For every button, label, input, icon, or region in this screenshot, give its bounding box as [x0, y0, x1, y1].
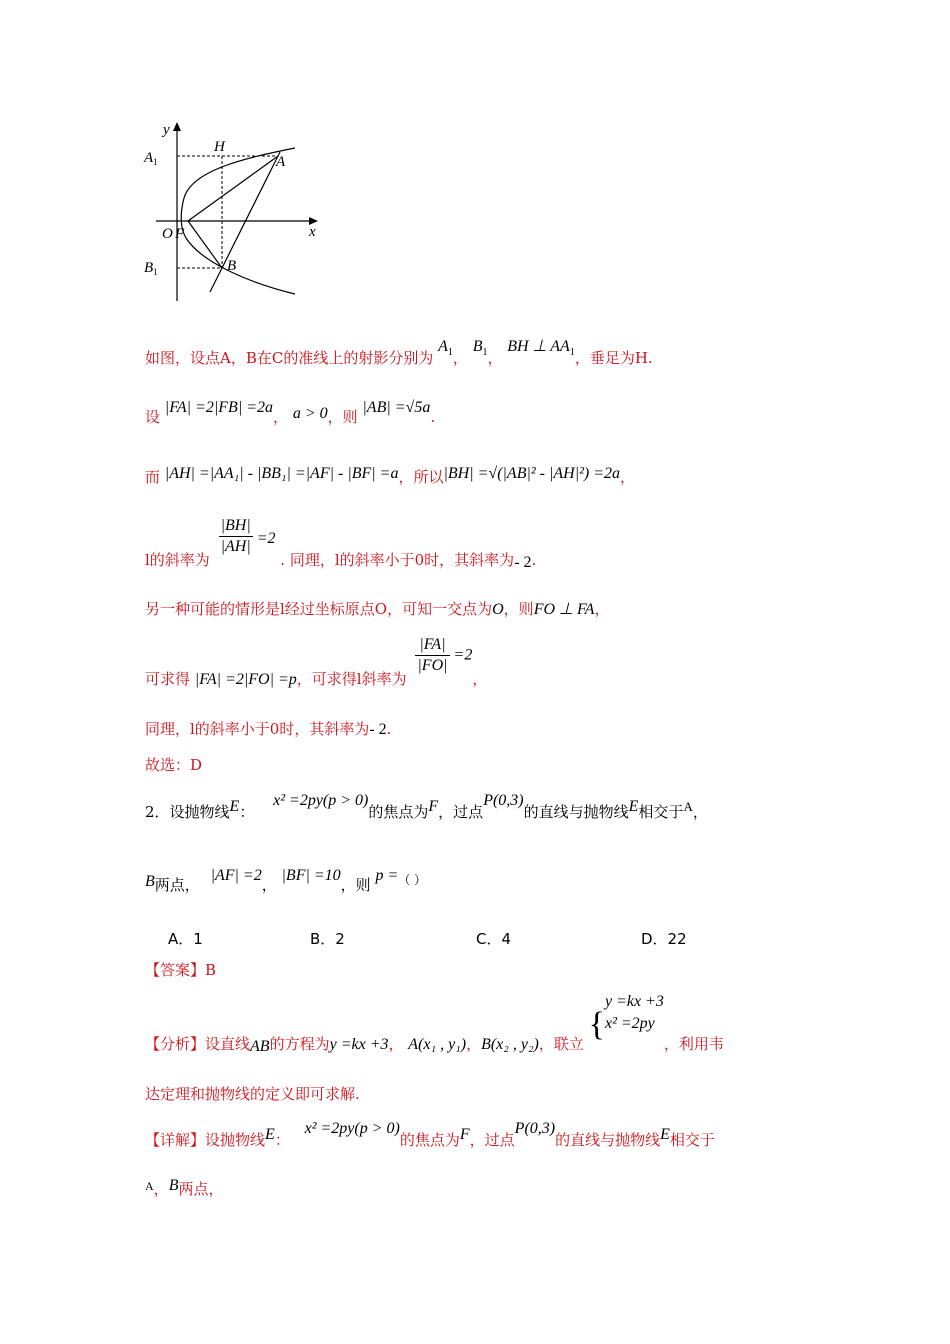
- slope-fraction-1: $\frac{|BH|}{|AH|}$: [220, 517, 251, 555]
- answer-line: [145, 963, 216, 978]
- answer-tag: 【答案】: [145, 961, 206, 979]
- parabola-figure: [140, 118, 330, 303]
- detail-tag: 【详解】: [145, 1131, 206, 1149]
- question-2-line-2: B两点， |AF| =2， |BF| =10，则 p =（ ）: [145, 867, 427, 894]
- solution-line-1: 如图，设点A，B在C的准线上的射影分别为 $A_1$， $B_1$， BH ⊥ $AA_1$，垂足为H.: [145, 338, 653, 367]
- option-d[interactable]: D．22: [641, 930, 687, 948]
- solution-line-3: 而 |AH| =|AA₁| - |BB₁| =|AF| - |BF| =a，所以|BH| =√(|AB|² - |AH|²) =2a，: [145, 465, 636, 486]
- y-axis-arrow: [173, 122, 181, 131]
- answer-value: B: [205, 961, 217, 979]
- label-A1: $A_1$: [144, 150, 158, 167]
- solution-line-5: 另一种可能的情形是l经过坐标原点O，可知一交点为O，则FO ⊥ FA，: [145, 600, 610, 618]
- detail-line-1: 【详解】设抛物线E： x² =2py(p > 0)的焦点为F，过点P(0,3)的直线与抛物线E相交于: [145, 1120, 715, 1149]
- label-F: F: [175, 226, 185, 242]
- label-H: H: [214, 139, 225, 155]
- label-y: y: [163, 122, 170, 138]
- solution-line-8: 故选：D: [145, 756, 203, 774]
- slope-fraction-2: $\frac{|FA|}{|FO|}$: [417, 636, 448, 674]
- solution-line-4: l的斜率为 $\frac{|BH|}{|AH|}$ =2 . 同理，l的斜率小于0时，其斜率为- 2.: [145, 517, 537, 571]
- option-b[interactable]: B．2: [310, 930, 345, 948]
- segment-F-B: [188, 221, 222, 268]
- label-A: A: [276, 154, 286, 170]
- label-B1: $B_1$: [144, 260, 158, 277]
- solution-line-6: 可求得 |FA| =2|FO| =p，可求得l斜率为 $\frac{|FA|}{|FO|}$ =2，: [145, 636, 488, 688]
- segment-F-A: [188, 156, 278, 221]
- analysis-line-2: 达定理和抛物线的定义即可求解.: [145, 1085, 360, 1103]
- option-a[interactable]: A．1: [168, 930, 203, 948]
- analysis-tag: 【分析】: [145, 1035, 206, 1053]
- solution-line-7: 同理，l的斜率小于0时，其斜率为- 2.: [145, 720, 392, 738]
- solution-line-2: 设 |FA| =2|FB| =2a， a > 0，则 |AB| =√5a.: [145, 399, 436, 426]
- detail-line-2: $^A$，B两点，: [145, 1177, 224, 1198]
- label-B: B: [227, 258, 237, 274]
- label-O: O: [162, 226, 173, 242]
- question-2-line-1: 2．设抛物线E： x² =2py(p > 0)的焦点为F，过点P(0,3)的直线与抛物线E相交于A，: [145, 792, 708, 821]
- option-c[interactable]: C．4: [476, 930, 512, 948]
- label-x: x: [309, 224, 316, 240]
- line-l: [210, 152, 280, 292]
- analysis-line-1: 【分析】设直线AB的方程为y =kx +3， A(x₁ , y₁)，B(x₂ , y₂)，联立 { y =kx +3 x² =2py ，利用韦: [145, 993, 724, 1055]
